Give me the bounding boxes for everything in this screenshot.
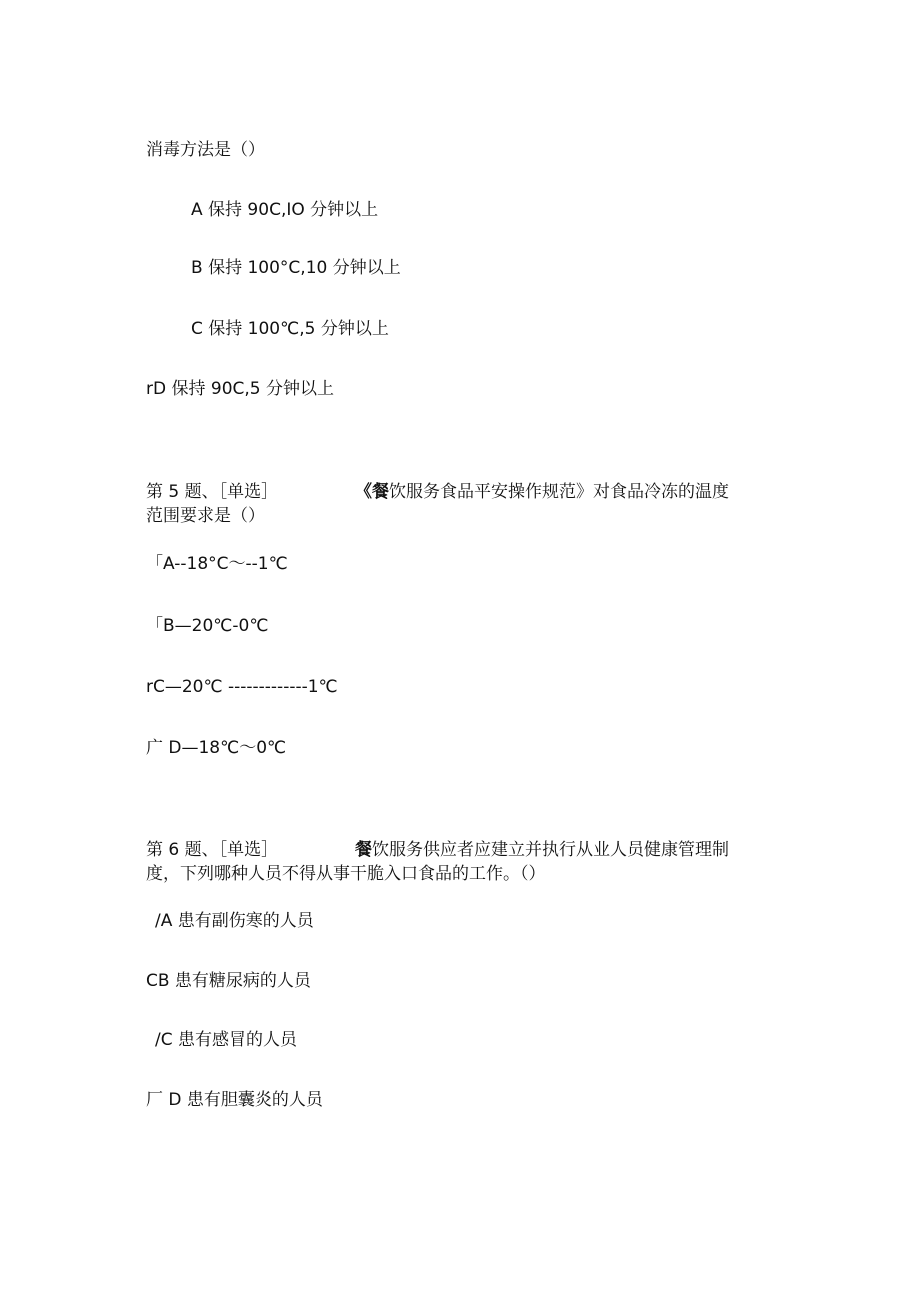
q6-stem-line2: 度，下列哪种人员不得从事干脆入口食品的工作。（） [146,864,546,884]
q5-option-c[interactable]: rC—20℃ -------------1℃ [146,677,338,697]
q4-option-b[interactable]: B 保持 100°C,10 分钟以上 [191,258,401,278]
q4-stem: 消毒方法是（） [146,140,265,160]
q6-option-a[interactable]: /A 患有副伤寒的人员 [155,911,314,931]
q6-option-b[interactable]: CB 患有糖尿病的人员 [146,971,311,991]
q4-option-d[interactable]: rD 保持 90C,5 分钟以上 [146,379,335,399]
q6-stem-line1 [355,838,729,862]
q6-option-d[interactable]: 厂 D 患有胆囊炎的人员 [146,1090,323,1110]
q4-option-c[interactable]: C 保持 100℃,5 分钟以上 [191,319,389,339]
q5-number: 第 5 题、［单选］ [146,482,279,502]
q6-number: 第 6 题、［单选］ [146,840,279,860]
q5-option-a[interactable]: 「A--18°C～--1℃ [146,554,288,574]
q6-stem-rest: 饮服务供应者应建立并执行从业人员健康管理制 [372,840,729,860]
q5-option-b[interactable]: 「B—20℃-0℃ [146,616,269,636]
q4-option-a[interactable]: A 保持 90C,IO 分钟以上 [191,200,379,220]
q5-stem-rest: 饮服务食品平安操作规范》对食品冷冻的温度 [389,482,729,502]
q6-option-c[interactable]: /C 患有感冒的人员 [155,1030,298,1050]
q6-bold-char: 餐 [355,840,372,860]
q5-stem-line1 [355,480,729,504]
q5-stem-line2: 范围要求是（） [146,506,265,526]
q5-option-d[interactable]: 广 D—18℃～0℃ [146,738,287,758]
q5-bold-char: 《餐 [355,482,389,502]
